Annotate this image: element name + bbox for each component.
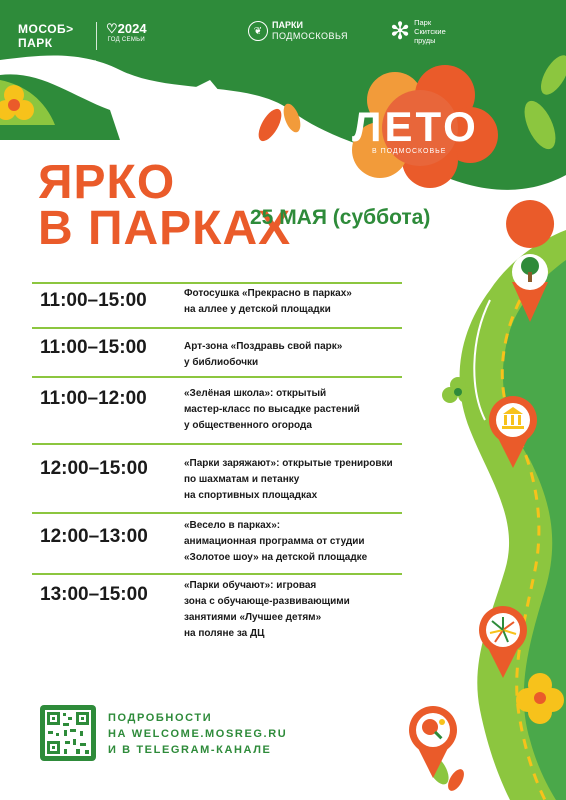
schedule-desc <box>184 578 409 642</box>
parks-line1: ПАРКИ <box>272 20 303 30</box>
mosobl-line2: ПАРК <box>18 36 53 50</box>
desc-line: зона с обучающе-развивающими <box>184 596 350 607</box>
mosoblpark-logo <box>18 22 74 50</box>
more-info <box>108 710 287 758</box>
info-line1: ПОДРОБНОСТИ <box>108 712 213 724</box>
desc-line: анимационная программа от студии <box>184 536 365 547</box>
schedule-time: 12:00–15:00 <box>40 458 148 479</box>
logo-divider <box>96 22 97 50</box>
desc-line: занятиями «Лучшее детям» <box>184 612 322 623</box>
schedule-time: 11:00–12:00 <box>40 388 147 409</box>
schedule-desc <box>184 339 409 371</box>
skit-ponds-logo <box>390 18 446 45</box>
separator <box>32 327 402 329</box>
schedule-desc <box>184 386 409 434</box>
heart-icon: ♡ <box>106 21 118 36</box>
separator <box>32 443 402 445</box>
desc-line: на аллее у детской площадки <box>184 304 331 315</box>
leto-sub: В ПОДМОСКОВЬЕ <box>372 148 447 155</box>
desc-line: «Парки обучают»: игровая <box>184 580 317 591</box>
desc-line: Арт-зона «Поздравь свой парк» <box>184 341 343 352</box>
schedule-time: 11:00–15:00 <box>40 290 147 311</box>
separator <box>32 282 402 284</box>
year-logo-sub: ГОД СЕМЬИ <box>107 37 146 43</box>
desc-line: по шахматам и петанку <box>184 474 300 485</box>
mosobl-line1: МОСОБ> <box>18 22 74 36</box>
title-line1: ЯРКО <box>38 156 176 209</box>
desc-line: «Золотое шоу» на детской площадке <box>184 552 368 563</box>
desc-line: на спортивных площадках <box>184 490 318 501</box>
schedule-time: 11:00–15:00 <box>40 337 147 358</box>
parks-line2: ПОДМОСКОВЬЯ <box>272 31 349 41</box>
qr-code-icon[interactable] <box>40 705 96 761</box>
snowflake-icon: ✻ <box>390 17 411 45</box>
schedule-desc <box>184 518 409 566</box>
schedule-time: 13:00–15:00 <box>40 584 148 605</box>
event-date: 25 МАЯ (суббота) <box>250 206 431 229</box>
desc-line: «Зелёная школа»: открытый <box>184 388 327 399</box>
separator <box>32 376 402 378</box>
schedule-time: 12:00–13:00 <box>40 526 148 547</box>
leaf-icon: ❦ <box>248 21 268 41</box>
leto-logo: ЛЕТО <box>352 103 479 150</box>
skit-line3: пруды <box>414 36 436 45</box>
ping-pong-icon <box>409 706 457 778</box>
desc-line: на поляне за ДЦ <box>184 628 265 639</box>
schedule-desc <box>184 286 409 318</box>
desc-line: у библиобочки <box>184 357 259 368</box>
separator <box>32 512 402 514</box>
year-logo-text: 2024 <box>117 21 147 36</box>
title-line2: В ПАРКАХ <box>38 202 292 255</box>
desc-line: мастер-класс по высадке растений <box>184 404 360 415</box>
skit-line1: Парк <box>414 18 432 27</box>
desc-line: у общественного огорода <box>184 420 312 431</box>
schedule-desc <box>184 456 409 504</box>
desc-line: Фотосушка «Прекрасно в парках» <box>184 288 352 299</box>
info-line3: И В TELEGRAM-КАНАЛЕ <box>108 744 272 756</box>
year-of-family-logo <box>106 22 147 44</box>
parks-podmoskovya-logo <box>248 20 348 42</box>
desc-line: «Весело в парках»: <box>184 520 281 531</box>
desc-line: «Парки заряжают»: открытые тренировки <box>184 458 393 469</box>
skit-line2: Скитские <box>414 27 446 36</box>
separator <box>32 573 402 575</box>
info-line2[interactable]: НА WELCOME.MOSREG.RU <box>108 728 288 740</box>
